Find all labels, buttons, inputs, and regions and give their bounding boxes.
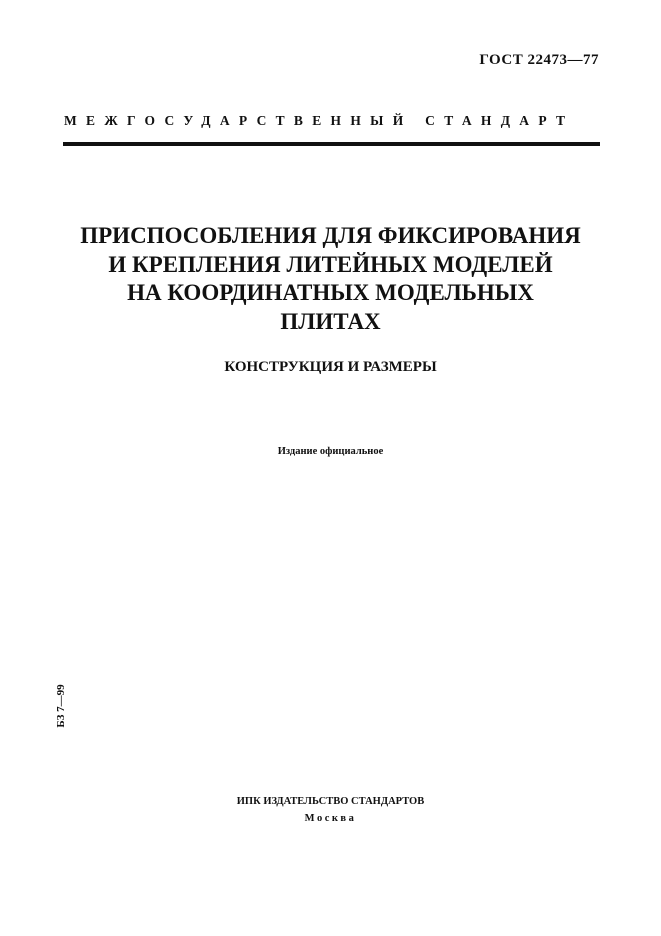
document-subtitle: КОНСТРУКЦИЯ И РАЗМЕРЫ [224, 359, 437, 375]
gost-number: ГОСТ 22473—77 [479, 52, 599, 68]
side-code: БЗ 7—99 [55, 684, 67, 728]
header-rule [63, 142, 600, 146]
title-line: ПЛИТАХ [280, 308, 381, 334]
publisher: ИПК ИЗДАТЕЛЬСТВО СТАНДАРТОВ [236, 796, 425, 807]
title-line: И КРЕПЛЕНИЯ ЛИТЕЙНЫХ МОДЕЛЕЙ [108, 251, 553, 277]
title-line: ПРИСПОСОБЛЕНИЯ ДЛЯ ФИКСИРОВАНИЯ [80, 223, 581, 248]
publication-city: Москва [304, 813, 357, 824]
title-line: НА КООРДИНАТНЫХ МОДЕЛЬНЫХ [127, 280, 534, 305]
standard-type-heading: МЕЖГОСУДАРСТВЕННЫЙ СТАНДАРТ [64, 113, 575, 128]
document-title [40, 222, 621, 336]
edition-note: Издание официальное [277, 446, 384, 457]
